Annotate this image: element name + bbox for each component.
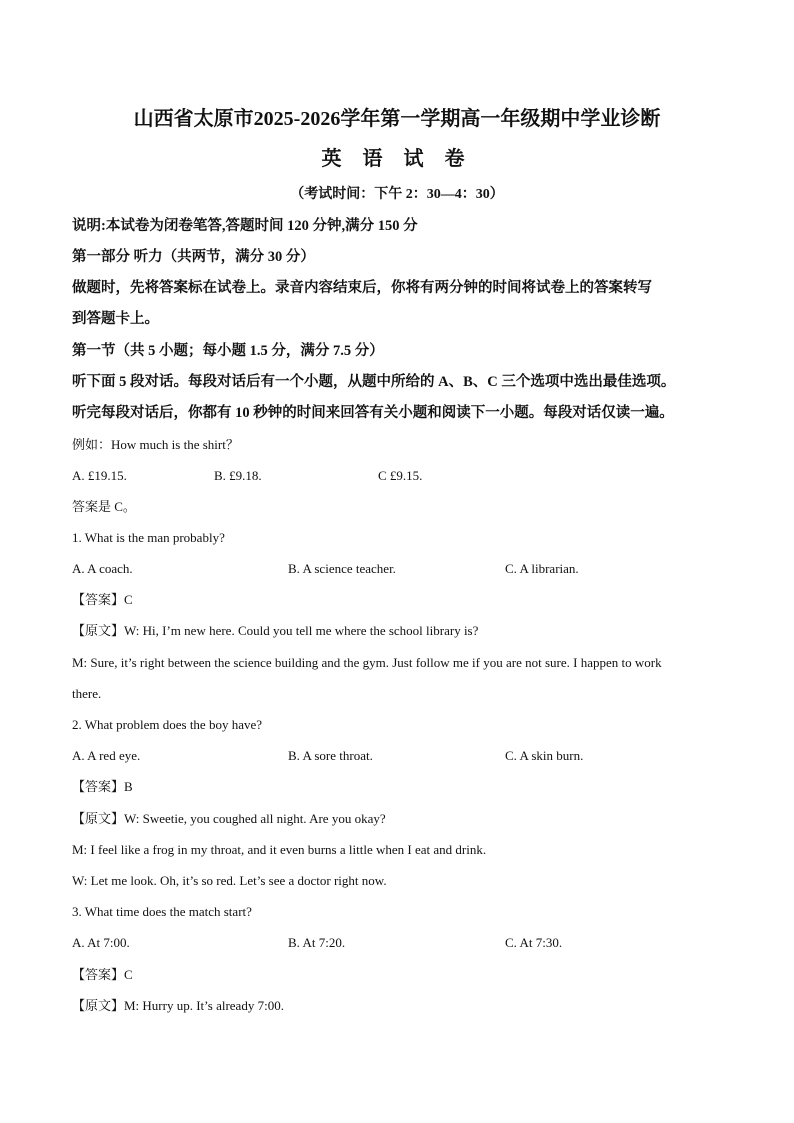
question-text: 1. What is the man probably?: [72, 530, 225, 545]
instruction-line: 到答题卡上。: [72, 311, 159, 327]
question-text: 3. What time does the match start?: [72, 904, 252, 919]
transcript-line: W: Let me look. Oh, it’s so red. Let’s see a doctor right now.: [72, 873, 387, 888]
question-text: 2. What problem does the boy have?: [72, 717, 263, 732]
option-a: A. At 7:00.: [72, 935, 130, 950]
option-c: C. At 7:30.: [505, 935, 563, 950]
transcript-line: 【原文】W: Hi, I’m new here. Could you tell me where the school library is?: [72, 623, 479, 638]
exam-time: （考试时间：下午 2：30—4：30）: [290, 187, 504, 202]
example-option-b: B. £9.18.: [214, 468, 262, 483]
instruction-line: 听下面 5 段对话。每段对话后有一个小题，从题中所给的 A、B、C 三个选项中选出最佳选项。: [72, 374, 676, 390]
option-c: C. A librarian.: [505, 561, 579, 576]
exam-title: 山西省太原市2025-2026学年第一学期高一年级期中学业诊断: [133, 108, 661, 130]
option-a: A. A coach.: [72, 561, 133, 576]
answer-label: 【答案】C: [72, 592, 133, 607]
example-question: 例如：How much is the shirt？: [72, 437, 239, 452]
option-c: C. A skin burn.: [505, 748, 584, 763]
transcript-line: M: Sure, it’s right between the science building and the gym. Just follow me if you are not sure. I happen to work: [72, 655, 662, 670]
example-answer: 答案是 C。: [72, 499, 136, 514]
example-option-a: A. £19.15.: [72, 468, 127, 483]
exam-subtitle: 英 语 试 卷: [321, 148, 473, 170]
part-heading: 第一部分 听力（共两节，满分 30 分）: [72, 249, 315, 265]
option-b: B. At 7:20.: [288, 935, 346, 950]
instruction-line: 做题时，先将答案标在试卷上。录音内容结束后，你将有两分钟的时间将试卷上的答案转写: [72, 280, 652, 296]
transcript-line: 【原文】M: Hurry up. It’s already 7:00.: [72, 998, 284, 1013]
answer-label: 【答案】B: [72, 779, 133, 794]
option-b: B. A science teacher.: [288, 561, 396, 576]
answer-label: 【答案】C: [72, 967, 133, 982]
section-heading: 第一节（共 5 小题；每小题 1.5 分，满分 7.5 分）: [72, 343, 384, 359]
example-option-c: C £9.15.: [378, 468, 423, 483]
transcript-line: there.: [72, 686, 102, 701]
option-a: A. A red eye.: [72, 748, 141, 763]
transcript-line: 【原文】W: Sweetie, you coughed all night. Are you okay?: [72, 811, 386, 826]
transcript-line: M: I feel like a frog in my throat, and it even burns a little when I eat and drink.: [72, 842, 487, 857]
instruction-line: 听完每段对话后，你都有 10 秒钟的时间来回答有关小题和阅读下一小题。每段对话仅读一遍。: [72, 405, 674, 421]
exam-note: 说明:本试卷为闭卷笔答,答题时间 120 分钟,满分 150 分: [72, 218, 418, 234]
option-b: B. A sore throat.: [288, 748, 373, 763]
